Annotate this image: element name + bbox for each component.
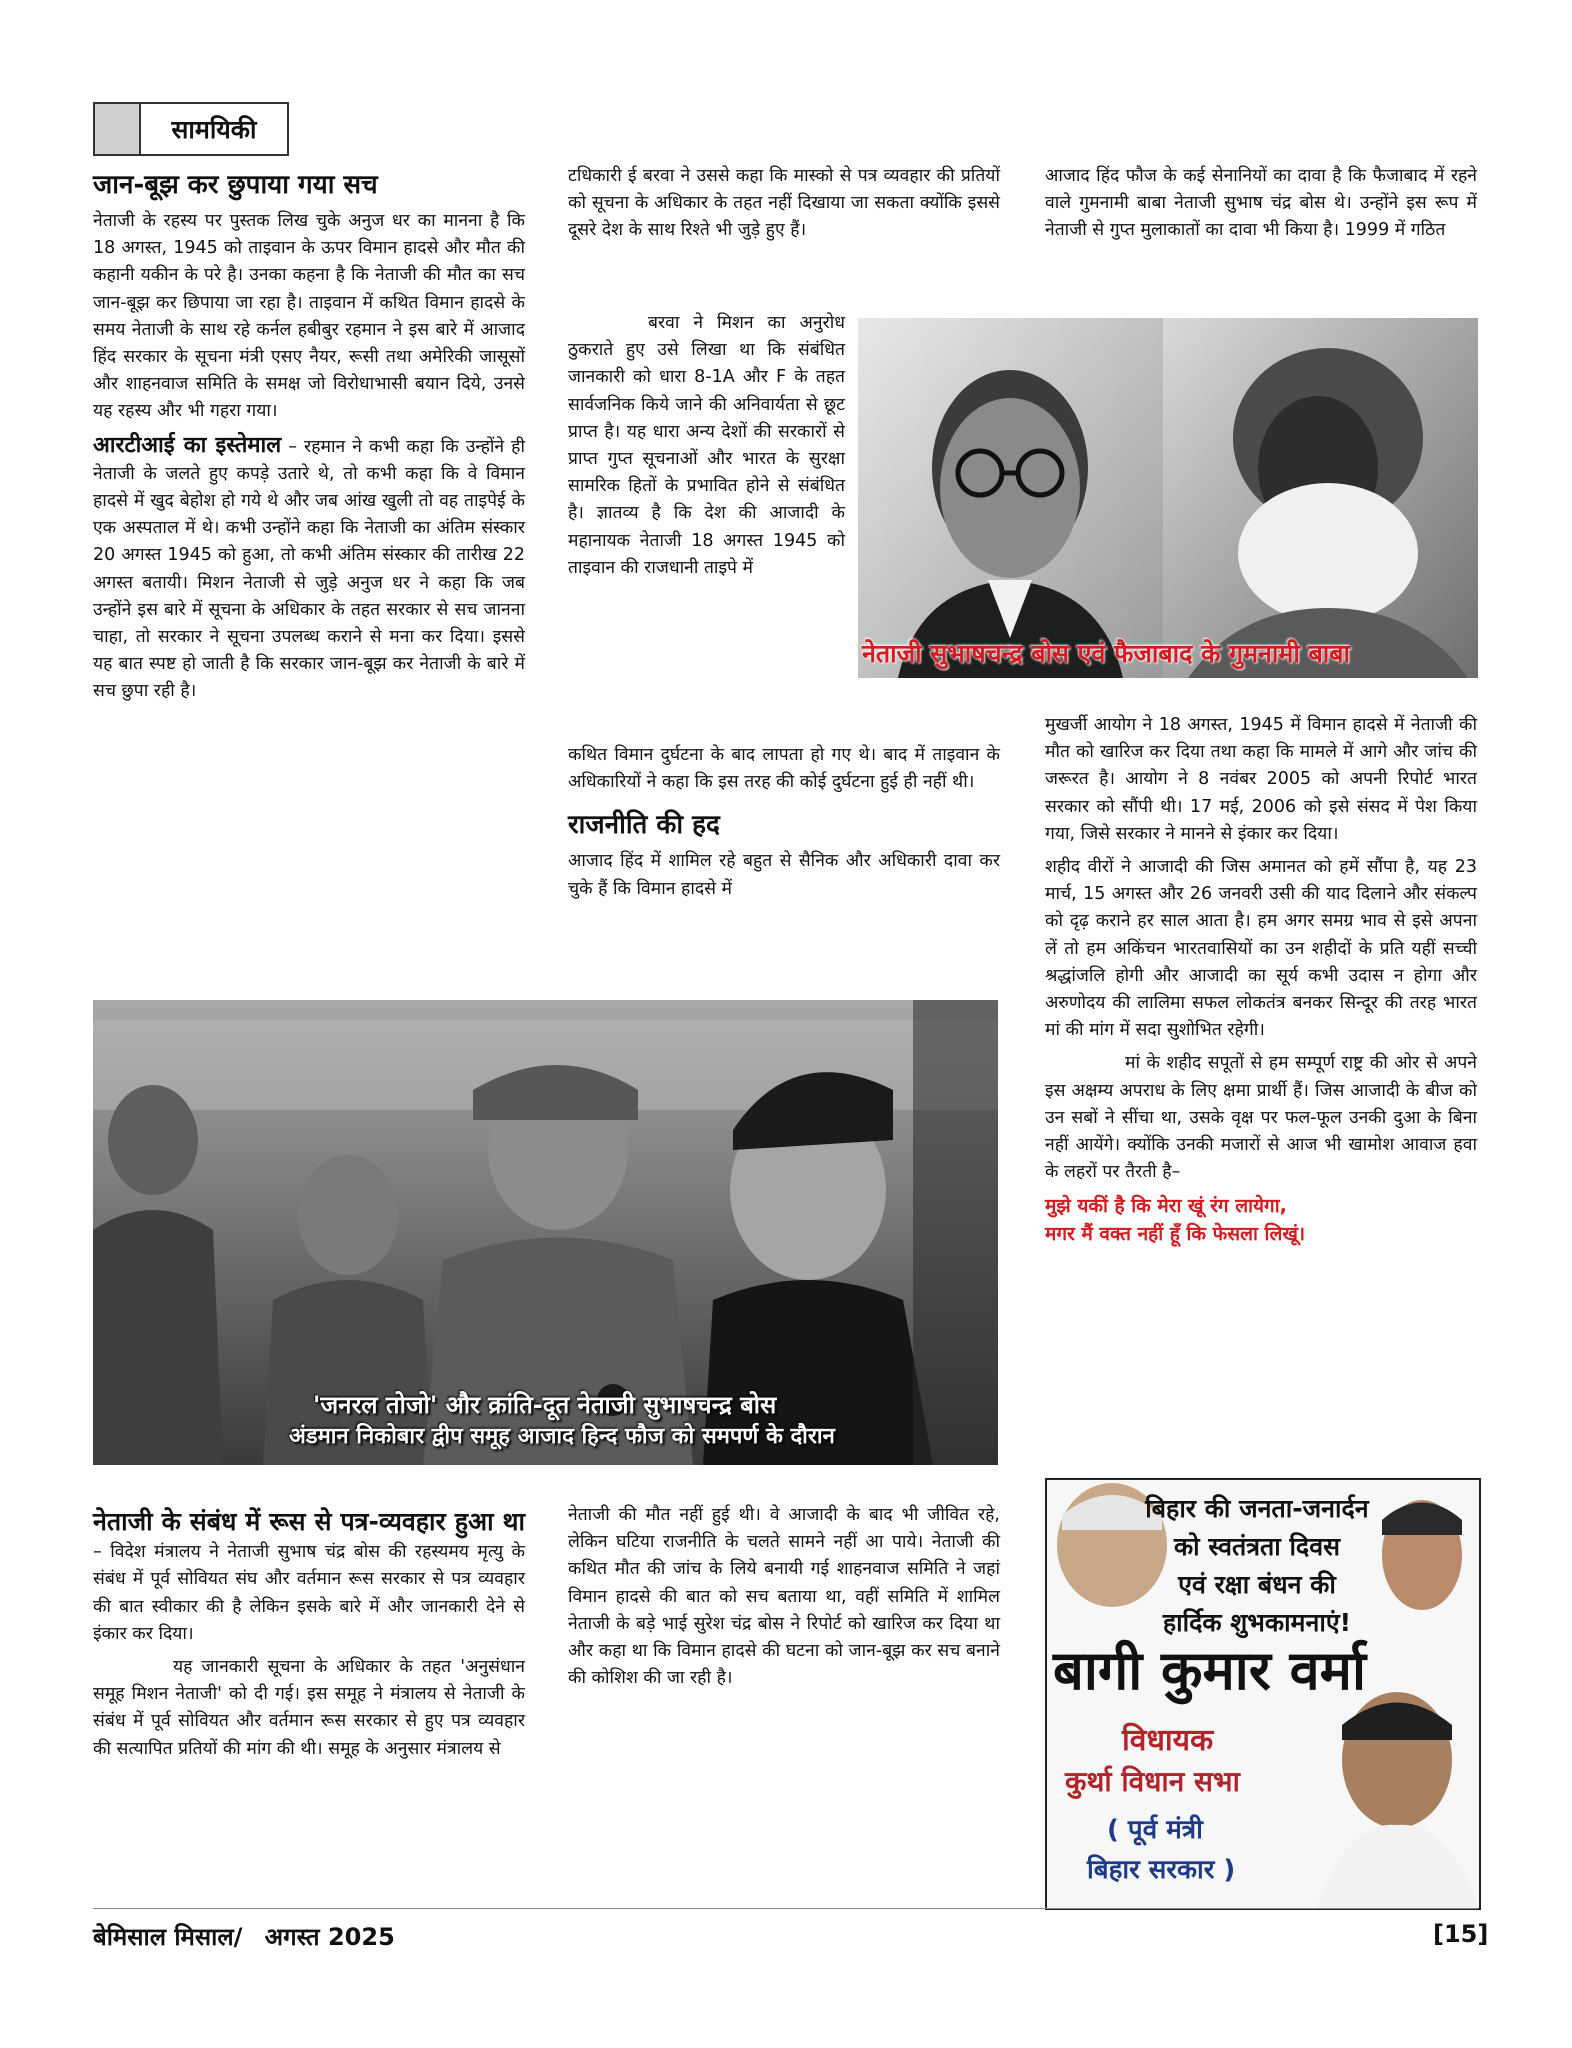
footer-masthead <box>93 1920 395 1953</box>
section-tag-shade <box>95 104 141 154</box>
ad-former-line-2: बिहार सरकार ) <box>1087 1855 1236 1885</box>
col1-paragraph-1: नेताजी के रहस्य पर पुस्तक लिख चुके अनुज धर का मानना है कि 18 अगस्त, 1945 को ताइवान के ऊपर विमान हादसे और मौत की कहानी यकीन के परे है। उनका कहना है कि नेताजी की मौत का सच जान-बूझ कर छिपाया जा रहा है। ताइवान में कथित विमान हादसे के समय नेताजी के साथ रहे कर्नल हबीबुर रहमान ने इस बारे में आजाद हिंद सरकार के सूचना मंत्री एसए नैयर, रूसी तथा अमेरिकी जासूसों और शाहनवाज समिति के समक्ष जो विरोधाभासी बयान दिये, उनसे यह रहस्य और भी गहरा गया। <box>93 211 525 422</box>
ad-former-line-1: ( पूर्व मंत्री <box>1107 1815 1203 1845</box>
greeting-advertisement <box>1045 1478 1481 1910</box>
bottom-col1-paragraph-1 <box>93 1505 525 1648</box>
bottom-col1-paragraph-1-text: – विदेश मंत्रालय ने नेताजी सुभाष चंद्र बोस की रहस्यमय मृत्यु के संबंध में पूर्व सोवियत संघ और वर्तमान रूस सरकार से पत्र व्यवहार की बात स्वीकार की है लेकिन इसके बारे में और जानकारी देने से इंकार कर दिया। <box>93 1542 525 1644</box>
bottom-col1-paragraph-2: यह जानकारी सूचना के अधिकार के तहत 'अनुसंधान समूह मिशन नेताजी' को दी गई। इस समूह ने मंत्रालय से नेताजी के संबंध में पूर्व सोवियत और वर्तमान रूस सरकार से हुए पत्र व्यवहार की सत्यापित प्रतियों की मांग की थी। समूह के अनुसार मंत्रालय से <box>93 1657 525 1759</box>
footer-issue: अगस्त 2025 <box>264 1923 395 1951</box>
section-tag <box>93 102 289 156</box>
col2-paragraph-1: टधिकारी ई बरवा ने उससे कहा कि मास्को से पत्र व्यवहार की प्रतियों को सूचना के अधिकार के तहत नहीं दिखाया जा सकता क्योंकि इससे दूसरे देश के साथ रिश्ते भी जुड़े हुए हैं। <box>568 166 1000 241</box>
col3-paragraph-3: शहीद वीरों ने आजादी की जिस अमानत को हमें सौंपा है, यह 23 मार्च, 15 अगस्त और 26 जनवरी उसी की याद दिलाने और संकल्प को दृढ़ कराने हर साल आता है। हम अगर समग्र भाव से इसे अपना लें तो हम अकिंचन भारतवासियों का उन शहीदों के प्रति यहीं सच्ची श्रद्धांजलि होगी और आजादी का सूर्य कभी उदास न होगा और अरुणोदय की लालिमा सफल लोकतंत्र बनकर सिन्दूर की तरह भारत मां की मांग में सदा सुशोभित रहेगी। <box>1045 857 1477 1041</box>
photo-mid-caption-2: अंडमान निकोबार द्वीप समूह आजाद हिन्द फौज को समपर्ण के दौरान <box>289 1424 835 1449</box>
ad-greeting-line-2: को स्वतंत्रता दिवस <box>1173 1532 1341 1561</box>
poem-line-2: मगर मैं वक्त नहीं हूँ कि फेसला लिखूं। <box>1045 1223 1306 1246</box>
column-3 <box>1045 163 1477 251</box>
column-2-narrow <box>568 310 845 588</box>
photo-top-caption: नेताजी सुभाषचन्द्र बोस एवं फैजाबाद के गुमनामी बाबा <box>862 639 1351 668</box>
ad-greeting-line-3: एवं रक्षा बंधन की <box>1178 1570 1336 1599</box>
photo-netaji-general <box>93 1000 998 1465</box>
bottom-col2-paragraph-1: नेताजी की मौत नहीं हुई थी। वे आजादी के बाद भी जीवित रहे, लेकिन घटिया राजनीति के चलते सामने नहीं आ पाये। नेताजी की कथित मौत की जांच के लिये बनायी गई शाहनवाज समिति ने जहां विमान हादसे की बात को सच बताया था, वहीं समिति में शामिल नेताजी के बड़े भाई सुरेश चंद्र बोस ने रिपोर्ट को खारिज कर दिया था और कहा था कि विमान हादसे की घटना को जान-बूझ कर सच बनाने की कोशिश की जा रही है। <box>568 1505 1000 1689</box>
footer-rule <box>93 1908 1478 1909</box>
col3-paragraph-4: मां के शहीद सपूतों से हम सम्पूर्ण राष्ट्र की ओर से अपने इस अक्षम्य अपराध के लिए क्षमा प्रार्थी हैं। जिस आजादी के बीज को उन सबों ने सींचा था, उसके वृक्ष पर फल-फूल उनकी दुआ के बिना नहीं आयेंगे। क्योंकि उनकी मजारों से आज भी खामोश आवाज हवा के लहरों पर तैरती है– <box>1045 1053 1477 1183</box>
ad-name: बागी कुमार वर्मा <box>1053 1639 1366 1702</box>
heading-russia-correspondence: नेताजी के संबंध में रूस से पत्र-व्यवहार हुआ था <box>93 1507 525 1536</box>
subhead-rti: आरटीआई का इस्तेमाल <box>93 432 282 458</box>
col3-paragraph-2: मुखर्जी आयोग ने 18 अगस्त, 1945 में विमान हादसे में नेताजी की मौत को खारिज कर दिया तथा कहा कि मामले में आगे और जांच की जरूरत है। आयोग ने 8 नवंबर 2005 को अपनी रिपोर्ट भारत सरकार को सौंपी थी। 17 मई, 2006 को इसे संसद में पेश किया गया, जिसे सरकार ने मानने से इंकार कर दिया। <box>1045 715 1477 844</box>
bottom-column-2 <box>568 1502 1000 1698</box>
footer-magazine: बेमिसाल मिसाल/ <box>93 1923 243 1951</box>
poem-line-1: मुझे यकीं है कि मेरा खूं रंग लायेगा, <box>1045 1195 1287 1218</box>
col1-paragraph-2 <box>93 432 525 706</box>
column-1 <box>93 168 525 712</box>
column-2 <box>568 163 1000 251</box>
col1-paragraph-2-text: – रहमान ने कभी कहा कि उन्होंने ही नेताजी के जलते हुए कपड़े उतारे थे, तो कभी कहा कि वे विमान हादसे में खुद बेहोश हो गये थे और जब आंख खुली तो वह ताइपेई के एक अस्पताल में थे। कभी उन्होंने कहा कि नेताजी का अंतिम संस्कार 20 अगस्त 1945 को हुआ, तो कभी अंतिम संस्कार की तारीख 22 अगस्त बतायी। मिशन नेताजी से जुड़े अनुज धर ने कहा कि जब उन्होंने इस बारे में सूचना के अधिकार के तहत सरकार से सच जानना चाहा, तो सरकार ने सूचना उपलब्ध कराने से मना कर दिया। इससे यह बात स्पष्ट हो जाती है कि सरकार जान-बूझ कर नेताजी के बारे में सच छुपा रही है। <box>93 436 526 702</box>
page-number: [15] <box>1433 1920 1489 1948</box>
ad-title: विधायक <box>1122 1723 1214 1758</box>
bottom-column-1 <box>93 1505 525 1769</box>
col3-paragraph-1: आजाद हिंद फौज के कई सेनानियों का दावा है कि फैजाबाद में रहने वाले गुमनामी बाबा नेताजी सुभाष चंद्र बोस थे। उन्होंने इस रूप में नेताजी से गुप्त मुलाकातों का दावा भी किया है। 1999 में गठित <box>1045 166 1477 241</box>
ad-greeting-line-1: बिहार की जनता-जनार्दन <box>1145 1494 1369 1523</box>
ad-greeting <box>1142 1490 1372 1642</box>
photo-mid-caption-1: 'जनरल तोजो' और क्रांति-दूत नेताजी सुभाषचन्द्र बोस <box>313 1391 777 1419</box>
ad-constituency: कुर्था विधान सभा <box>1065 1765 1240 1798</box>
photo-netaji-gumnami-baba <box>858 318 1478 678</box>
heading-hidden-truth: जान-बूझ कर छुपाया गया सच <box>93 170 378 200</box>
column-3-middle <box>1045 712 1477 1248</box>
col2-paragraph-4: आजाद हिंद में शामिल रहे बहुत से सैनिक और अधिकारी दावा कर चुके हैं कि विमान हादसे में <box>568 851 1000 899</box>
section-label: सामयिकी <box>171 115 257 144</box>
column-2-lower <box>568 742 1000 909</box>
ad-greeting-line-4: हार्दिक शुभकामनाएं! <box>1162 1608 1352 1637</box>
col2-paragraph-3: कथित विमान दुर्घटना के बाद लापता हो गए थे। बाद में ताइवान के अधिकारियों ने कहा कि इस तरह की कोई दुर्घटना हुई ही नहीं थी। <box>568 745 1000 793</box>
photo-netaji-gumnami-baba-image <box>858 318 1478 678</box>
heading-politics-limit: राजनीति की हद <box>568 810 720 841</box>
col2-paragraph-2: बरवा ने मिशन का अनुरोध ठुकराते हुए उसे लिखा था कि संबंधित जानकारी को धारा 8-1A और F के तहत सार्वजनिक किये जाने की अनिवार्यता से छूट प्राप्त है। यह धारा अन्य देशों की सरकारों से प्राप्त गुप्त सूचनाओं और भारत के सुरक्षा सामरिक हितों के प्रभावित होने से संबंधित है। ज्ञातव्य है कि देश की आजादी के महानायक नेताजी 18 अगस्त 1945 को ताइवान की राजधानी ताइपे में <box>568 313 845 578</box>
